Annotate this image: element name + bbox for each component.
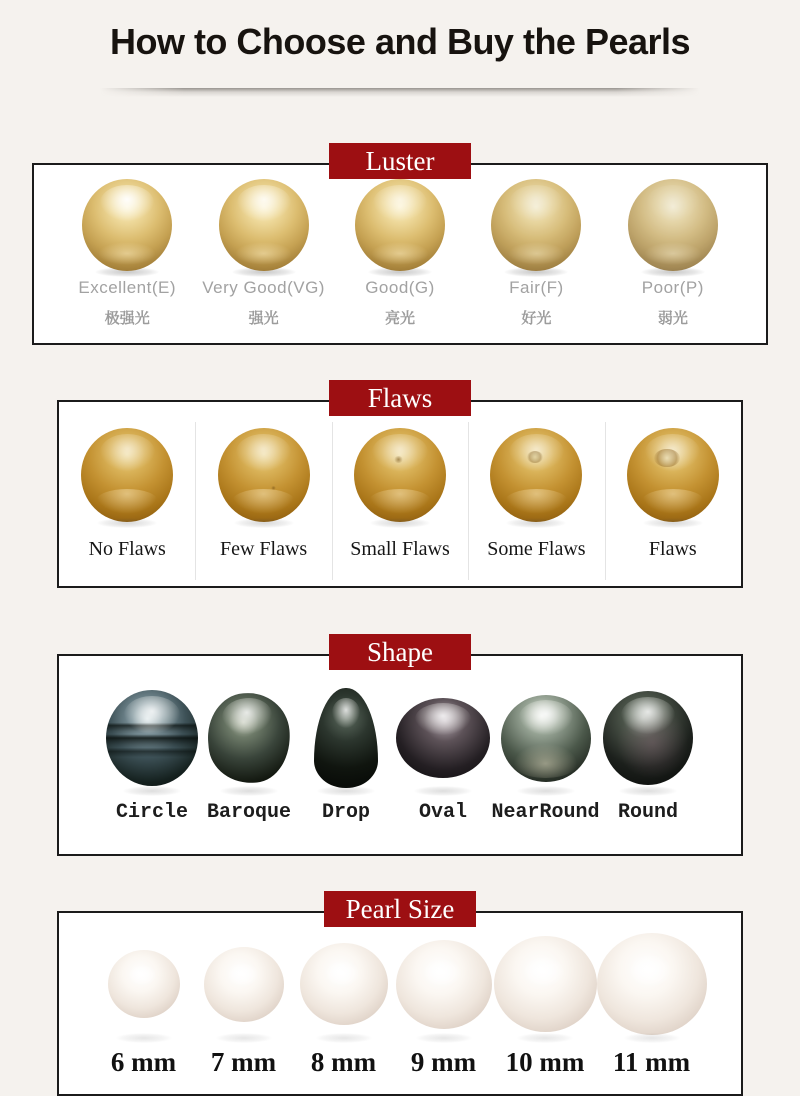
size-label: 6 mm	[110, 1047, 177, 1077]
size-label: 10 mm	[505, 1047, 585, 1077]
pearl-shadow	[97, 518, 157, 528]
shape-cell-baroque	[200, 686, 297, 854]
black-pearl-drop-shape	[314, 688, 378, 788]
pearl-shadow	[370, 518, 430, 528]
pearl-shadow	[220, 786, 278, 796]
flaw-grade-label: Small Flaws	[350, 538, 450, 560]
flaw-grade-label: Flaws	[648, 538, 697, 560]
pearl-image-area	[394, 929, 494, 1039]
pearl-shadow	[517, 1033, 573, 1043]
pearl-shadow	[619, 786, 677, 796]
gold-pearl-fair-luster	[491, 179, 581, 271]
white-pearl-11mm	[597, 933, 707, 1035]
pearl-image-area	[600, 686, 697, 790]
luster-grade-label: Poor(P)	[641, 278, 704, 297]
luster-grade-label-chinese: 强光	[248, 310, 279, 327]
pearl-shadow	[216, 1033, 272, 1043]
pearl-image-area	[200, 686, 297, 790]
luster-grade-label-chinese: 亮光	[385, 310, 416, 327]
pearl-image-area	[491, 686, 599, 790]
pearl-image-area	[94, 929, 194, 1039]
pearl-image-area	[297, 686, 394, 790]
gold-pearl-no-flaws	[81, 428, 173, 522]
shape-cell-round	[600, 686, 697, 854]
luster-cell-good	[332, 179, 468, 343]
pearl-image-area	[194, 929, 294, 1039]
gold-pearl-poor-luster	[628, 179, 718, 271]
pearl-shadow	[123, 786, 181, 796]
white-pearl-9mm	[396, 940, 492, 1029]
shape-cell-oval	[394, 686, 491, 854]
gold-pearl-excellent-luster	[82, 179, 172, 271]
luster-grade-label: Fair(F)	[509, 278, 564, 297]
flaws-cell-small-flaws	[332, 428, 468, 586]
pearl-shadow	[624, 1033, 680, 1043]
pearl-image-area	[59, 179, 195, 271]
gold-pearl-few-flaws	[218, 428, 310, 522]
shape-label: Oval	[418, 801, 467, 824]
luster-grade-label: Good(G)	[365, 278, 435, 297]
pearl-image-area	[597, 929, 707, 1039]
pearl-image-area	[103, 686, 200, 790]
size-cell-9mm	[394, 929, 494, 1094]
shape-comparison-box	[57, 654, 743, 856]
size-label: 9 mm	[410, 1047, 477, 1077]
luster-grade-label-chinese: 弱光	[657, 310, 688, 327]
gold-pearl-small-flaws	[354, 428, 446, 522]
pearl-image-area	[332, 428, 468, 522]
pearl-shadow	[234, 518, 294, 528]
pearl-shadow	[643, 518, 703, 528]
black-pearl-baroque-shape	[204, 690, 294, 787]
pearl-shadow	[317, 786, 375, 796]
flaws-cell-some-flaws	[468, 428, 604, 586]
cell-divider	[605, 422, 606, 580]
black-pearl-nearround-shape	[501, 695, 591, 782]
shape-label: Baroque	[206, 801, 291, 824]
shape-label: Round	[618, 801, 679, 824]
shape-cell-drop	[297, 686, 394, 854]
black-pearl-circle-shape	[106, 690, 198, 786]
flaws-banner: Flaws	[329, 380, 471, 416]
pearl-image-area	[468, 179, 604, 271]
size-cell-11mm	[597, 929, 707, 1094]
pearl-image-area	[195, 428, 331, 522]
pearl-shadow	[416, 1033, 472, 1043]
pearl-image-area	[394, 686, 491, 790]
white-pearl-6mm	[108, 950, 180, 1018]
pearl-shadow	[506, 518, 566, 528]
flaw-grade-label: No Flaws	[88, 538, 166, 560]
section-pearl-size	[0, 891, 800, 1096]
shape-cell-circle	[103, 686, 200, 854]
luster-grade-label: Excellent(E)	[78, 278, 177, 297]
cell-divider	[468, 422, 469, 580]
luster-grade-label: Very Good(VG)	[202, 278, 325, 297]
gold-pearl-flaws	[627, 428, 719, 522]
size-cell-6mm	[94, 929, 194, 1094]
size-comparison-box	[57, 911, 743, 1096]
shape-label: Circle	[115, 801, 188, 824]
pearl-shadow	[414, 786, 472, 796]
luster-grade-label-chinese: 极强光	[104, 310, 150, 327]
white-pearl-8mm	[300, 943, 388, 1025]
black-pearl-round-shape	[603, 691, 693, 785]
luster-comparison-box	[32, 163, 768, 345]
shape-label: NearRound	[491, 801, 600, 824]
size-cell-10mm	[494, 929, 597, 1094]
flaw-spot	[527, 451, 543, 463]
title-divider-shadow	[100, 88, 700, 97]
pearl-shadow	[116, 1033, 172, 1043]
section-shape	[0, 634, 800, 856]
size-cell-7mm	[194, 929, 294, 1094]
pearl-shadow	[316, 1033, 372, 1043]
gold-pearl-good-luster	[355, 179, 445, 271]
pearl-image-area	[494, 929, 597, 1039]
cell-divider	[332, 422, 333, 580]
luster-cell-fair	[468, 179, 604, 343]
page-title: How to Choose and Buy the Pearls	[109, 21, 691, 62]
gold-pearl-very-good-luster	[219, 179, 309, 271]
pearl-image-area	[195, 179, 331, 271]
flaws-comparison-box	[57, 400, 743, 588]
pearl-image-area	[294, 929, 394, 1039]
shape-banner: Shape	[329, 634, 471, 670]
gold-pearl-some-flaws	[490, 428, 582, 522]
luster-cell-very-good	[195, 179, 331, 343]
size-cell-8mm	[294, 929, 394, 1094]
shape-label: Drop	[321, 801, 370, 824]
flaws-cell-flaws	[605, 428, 741, 586]
size-label: 8 mm	[310, 1047, 377, 1077]
white-pearl-7mm	[204, 947, 284, 1022]
luster-grade-label-chinese: 好光	[521, 310, 552, 327]
size-label: 7 mm	[210, 1047, 277, 1077]
pearl-image-area	[605, 179, 741, 271]
size-label: 11 mm	[612, 1047, 691, 1077]
flaws-cell-no-flaws	[59, 428, 195, 586]
luster-cell-excellent	[59, 179, 195, 343]
pearl-image-area	[468, 428, 604, 522]
black-pearl-oval-shape	[396, 698, 490, 778]
white-pearl-10mm	[494, 936, 597, 1032]
flaw-grade-label: Few Flaws	[219, 538, 308, 560]
pearl-shadow	[517, 786, 575, 796]
luster-cell-poor	[605, 179, 741, 343]
pearl-image-area	[605, 428, 741, 522]
flaw-spot	[271, 486, 276, 490]
pearl-size-banner: Pearl Size	[324, 891, 476, 927]
shape-cell-nearround	[491, 686, 599, 854]
flaw-spot	[394, 456, 403, 463]
flaws-cell-few-flaws	[195, 428, 331, 586]
pearl-image-area	[59, 428, 195, 522]
flaw-spot	[654, 449, 680, 467]
flaw-grade-label: Some Flaws	[487, 538, 586, 560]
cell-divider	[195, 422, 196, 580]
luster-banner: Luster	[329, 143, 471, 179]
section-luster	[0, 143, 800, 345]
section-flaws	[0, 380, 800, 588]
pearl-image-area	[332, 179, 468, 271]
